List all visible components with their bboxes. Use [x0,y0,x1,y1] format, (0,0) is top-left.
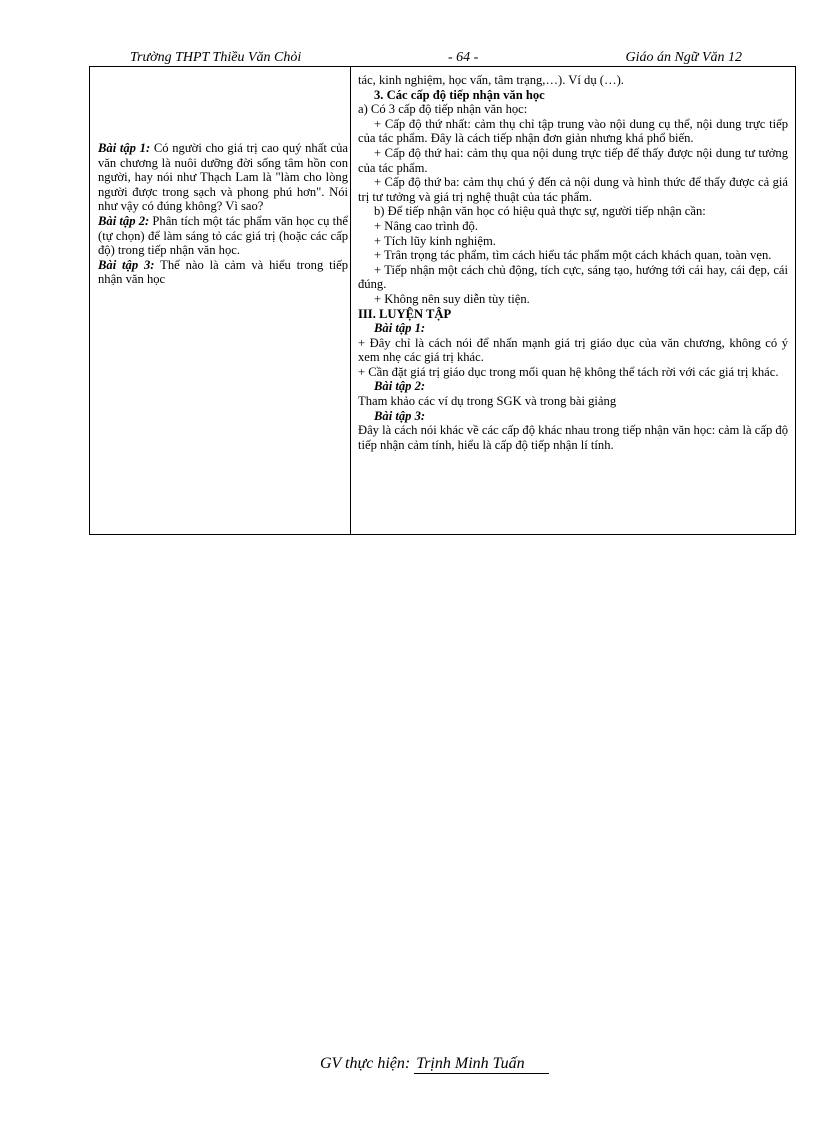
left-column [98,141,348,287]
level-2: + Cấp độ thứ hai: cảm thụ qua nội dung trực tiếp để thấy được nội dung tư tưởng của tác phẩm. [358,145,788,175]
continuation-line: tác, kinh nghiệm, học vấn, tâm trạng,…). Ví dụ (…). [358,73,624,87]
practice-exercise-1-point-2: + Cần đặt giá trị giáo dục trong mối quan hệ không thể tách rời với các giá trị khác. [358,364,779,379]
exercise-2-label: Bài tập 2: [98,213,150,228]
exercise-2-prompt [98,214,348,258]
school-name: Trường THPT Thiều Văn Chỏi [130,50,302,65]
right-column [358,73,788,452]
practice-exercise-3-answer: Đây là cách nói khác về các cấp độ khác nhau trong tiếp nhận văn học: cảm là cấp độ tiếp nhận cảm tính, hiểu là cấp độ tiếp nhận lí tính. [358,423,788,452]
practice-exercise-1-point-1: + Đây chỉ là cách nói để nhấn mạnh giá trị giáo dục của văn chương, không có ý xem nhẹ các giá trị khác. [358,335,788,365]
exercise-3-text: Thế nào là cảm và hiểu trong tiếp nhận văn học [98,257,348,287]
content-table [89,66,796,535]
level-3: + Cấp độ thứ ba: cảm thụ chú ý đến cả nội dung và hình thức để thấy được cả giá trị tư tưởng và giá trị nghệ thuật của tác phẩm. [358,175,788,204]
practice-exercise-2-answer: Tham khảo các ví dụ trong SGK và trong bài giảng [358,394,617,409]
teacher-name: Trịnh Minh Tuấn [414,1055,548,1074]
levels-intro: a) Có 3 cấp độ tiếp nhận văn học: [358,102,528,117]
practice-exercise-3-label: Bài tập 3: [374,408,426,423]
practice-exercise-2-label: Bài tập 2: [374,379,426,394]
exercise-2-text: Phân tích một tác phẩm văn học cụ thể (tự chọn) để làm sáng tỏ các giá trị (hoặc các cấp độ) trong tiếp nhận văn học. [98,213,349,258]
level-1: + Cấp độ thứ nhất: cảm thụ chỉ tập trung vào nội dung cụ thể, nội dung trực tiếp của tác phẩm. Đây là cách tiếp nhận đơn giản nhưng khá phổ biến. [358,116,788,146]
requirement-2: + Tích lũy kinh nghiệm. [374,233,496,248]
exercise-1-prompt [98,141,348,214]
page-number: - 64 - [448,50,479,65]
section-heading-3: 3. Các cấp độ tiếp nhận văn học [374,87,545,102]
exercise-3-label: Bài tập 3: [98,257,155,272]
exercise-1-text: Có người cho giá trị cao quý nhất của văn chương là nuôi dưỡng đời sống tâm hồn con người, hay nói như Thạch Lam là "làm cho lòng người được trong sạch và phong phú hơn". Nói như vậy có đúng không? Vì sao? [98,141,348,214]
exercise-3-prompt [98,258,348,287]
requirement-4: + Tiếp nhận một cách chủ động, tích cực, sáng tạo, hướng tới cái hay, cái đẹp, cái đúng. [358,262,788,292]
section-practice-heading: III. LUYỆN TẬP [358,306,452,321]
practice-exercise-1-label: Bài tập 1: [374,321,426,336]
subject-title: Giáo án Ngữ Văn 12 [625,50,742,65]
requirement-5: + Không nên suy diễn tùy tiện. [374,291,530,306]
requirement-3: + Trân trọng tác phẩm, tìm cách hiểu tác phẩm một cách khách quan, toàn vẹn. [374,248,772,263]
exercise-1-label: Bài tập 1: [98,141,151,155]
requirements-intro: b) Để tiếp nhận văn học có hiệu quả thực sự, người tiếp nhận cần: [374,204,706,219]
requirement-1: + Nâng cao trình độ. [374,218,478,233]
page-footer [320,1055,549,1074]
teacher-label: GV thực hiện: [320,1055,411,1072]
